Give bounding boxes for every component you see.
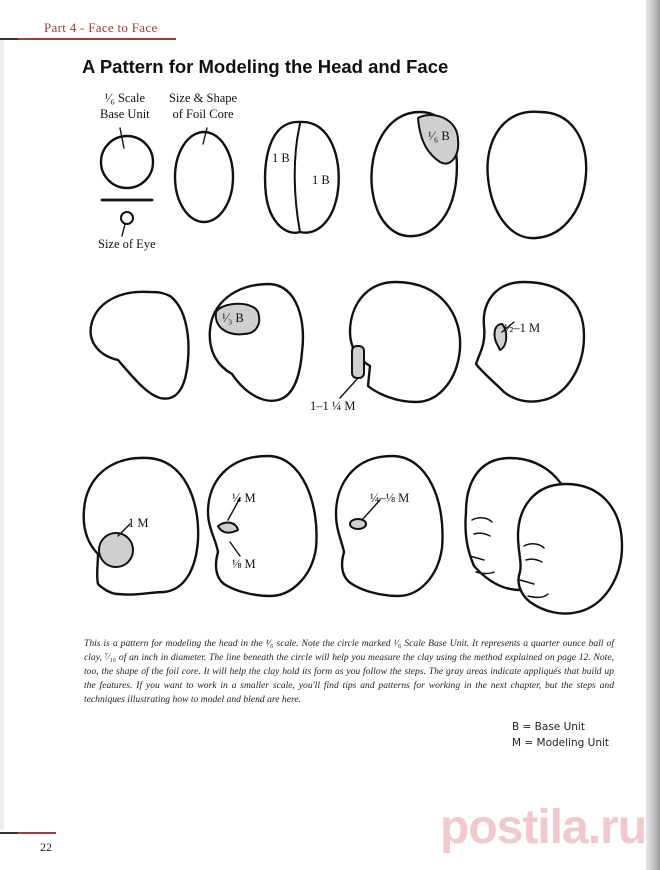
brow-applique (218, 523, 238, 533)
page-number: 22 (40, 840, 52, 854)
eye-size-pointer (122, 224, 125, 236)
finished-head-front (518, 484, 622, 614)
one-b-label-left: 1 B (272, 151, 290, 165)
base-unit-label: ¹⁄₆ Scale Base Unit (100, 91, 150, 121)
profile-head-4 (476, 282, 584, 402)
watermark: postila.ru (440, 801, 647, 854)
eye-size-circle (121, 212, 133, 224)
third-b-label: ¹⁄₃ B (222, 311, 244, 325)
page-title: A Pattern for Modeling the Head and Face (82, 56, 449, 77)
eye-size-label: Size of Eye (98, 237, 156, 251)
base-unit-circle (101, 136, 153, 188)
cheek-applique (99, 533, 133, 567)
footer-tick (0, 832, 18, 834)
ear-modeling-label: ½–1 M (504, 321, 541, 335)
egg-head-outline (487, 112, 586, 238)
cheek-modeling-label: 1 M (128, 516, 149, 530)
profile-head-1 (91, 292, 189, 399)
footer-rule (18, 832, 56, 834)
part-header: Part 4 - Face to Face (44, 20, 158, 35)
foil-core-label: Size & Shape of Foil Core (169, 91, 238, 121)
eye-range-label: ¼–⅛ M (370, 491, 410, 505)
profile-head-3 (350, 282, 460, 402)
foil-core-shape (175, 132, 233, 222)
neck-applique (352, 346, 364, 378)
sixth-b-label: ¹⁄₆ B (428, 129, 450, 143)
two-ball-divider (295, 124, 300, 232)
neck-pointer (340, 378, 358, 398)
eye-applique (350, 519, 366, 529)
foil-core-pointer (203, 128, 207, 144)
eye-upper-label: ¼ M (232, 491, 256, 505)
legend-modeling-unit: M = Modeling Unit (512, 737, 610, 749)
eye-lower-label: ⅛ M (232, 557, 256, 571)
figure-caption: This is a pattern for modeling the head in the ¹⁄₆ scale. Note the circle marked ¹⁄₆ Scale Base Unit. It represents a quarter ounce ball of clay, ⁷⁄₁₆ of an inch in diameter. The line beneath the circle will help you measure the clay using the method explained on page 12. Note, too, the shape of the foil core. It will help the clay hold its form as you follow the steps. The gray areas indicate appliqués that build up the features. If you want to work in a smaller scale, you'll find tips and patterns for working in the next chapter, but the steps and techniques illustrating how to model and blend are here. (84, 638, 614, 705)
unit-legend (512, 719, 609, 751)
profile-head-2 (210, 284, 303, 401)
one-b-label-right: 1 B (312, 173, 330, 187)
legend-base-unit: B = Base Unit (512, 721, 585, 733)
brow-pointer-lower (230, 542, 240, 556)
neck-modeling-label: 1–1 ¼ M (310, 399, 356, 413)
